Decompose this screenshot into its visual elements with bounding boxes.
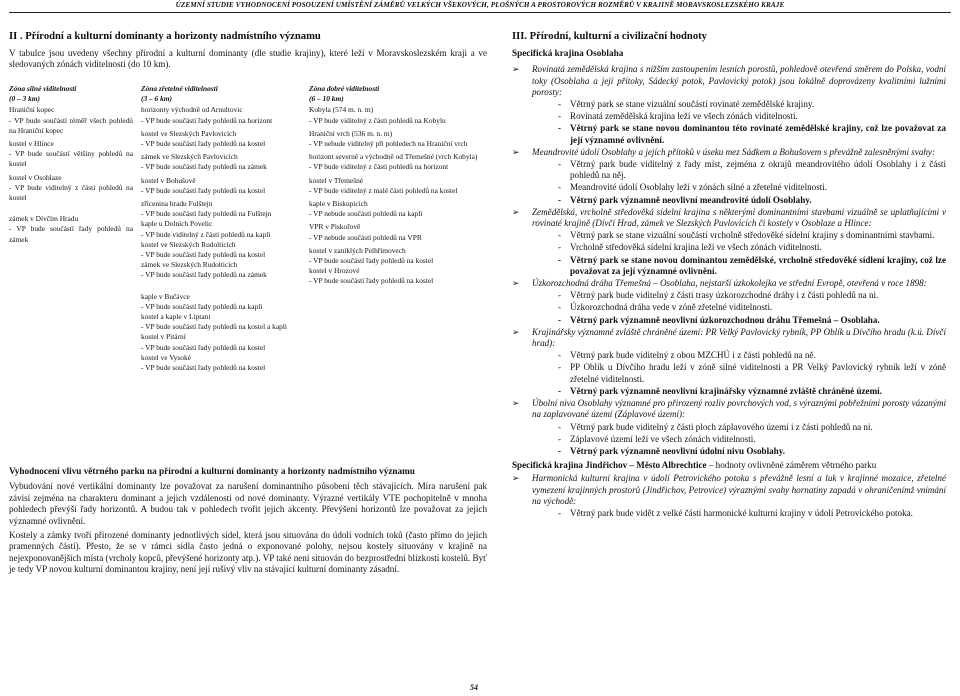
wind-park-evaluation: [9, 466, 487, 579]
section-title-iii: III. Přírodní, kulturní a civilizační hodnoty: [512, 31, 707, 42]
assessment-item: [512, 362, 946, 384]
dash-bullet: -: [558, 123, 562, 134]
wind-eval-paragraph-1: Vybudování nové vertikální dominanty lze považovat za narušení dominantního působení těch stávajících. Míra narušení pak závisí zejména na charakteru dominant a jejich vzdálenosti od nové dominanty. Výrazné vertikály VTE pochopitelně v mnoha pohledech převýší řady horizontů. A budou tak v pohledech tvořit jejich akcenty. Převýšení horizontů lze považovat za jejich významné ovlivnění.: [9, 481, 487, 526]
assessment-text: Větrný park bude viditelný z řady míst, zejména z okrajů meandrovitého údolí Osoblahy i z části pohledů na něj.: [570, 159, 946, 181]
assessment-text: Větrný park bude viditelný z obou MZCHÚ i z části pohledů na ně.: [570, 350, 816, 361]
value-item: [512, 207, 946, 229]
zone-cell-line: kostel v Hrozové: [309, 266, 360, 276]
zone-cell-line: horizonty východně od Arnultovic: [141, 105, 243, 115]
zone-cell-line: kaple v Bučávce: [141, 291, 190, 301]
value-item: [512, 327, 946, 349]
assessment-item: [512, 315, 946, 326]
zone-cell-line: - VP bude součástí řady pohledů na Fulštejn: [141, 209, 272, 219]
zone-clear-column: [141, 84, 299, 373]
assessment-item: [512, 508, 946, 519]
assessment-item: [512, 111, 946, 122]
zone-cell-line: - VP bude součástí většiny pohledů na kostel: [9, 149, 133, 169]
assessment-item: [512, 230, 946, 241]
zone-header: [141, 84, 299, 104]
value-item-text: Rovinatá zemědělská krajina s nižším zastoupením lesních porostů, pohledově otevřená směrem do Polska, vodní toky (Osoblaha a její přítoky, Sádecký potok, Pavlovický potok) jsou lokálně doprovázeny kvalitními lužními porosty:: [532, 64, 946, 97]
zone-cell-line: kostel ve Vysoké: [141, 352, 191, 362]
header-rule: [9, 12, 951, 13]
value-item-text: Krajinářsky významné zvláště chráněné území: PR Velký Pavlovický rybník, PP Oblík u Dívčího hradu (k.ú. Dívčí hrad):: [532, 326, 946, 349]
assessment-item: [512, 255, 946, 277]
dash-bullet: -: [558, 385, 562, 396]
value-item: [512, 64, 946, 98]
zone-cell: [141, 219, 299, 239]
dash-bullet: -: [558, 290, 562, 301]
zone-header-name: Zóna dobré viditelnosti: [309, 84, 380, 93]
zone-good-column: [309, 84, 487, 287]
zone-cell-line: - VP bude součástí řady pohledů na kostel: [141, 342, 266, 352]
zone-cell-line: - VP bude součástí řady pohledů na kostel: [309, 276, 434, 286]
dash-bullet: -: [558, 254, 562, 265]
zone-cell-line: - VP bude součástí řady pohledů na kostel: [141, 250, 266, 260]
value-item-text: Úbolní niva Osoblahy významné pro přirozený rozliv povrchových vod, s výraznými pobřežními porosty vázanými na zaplavované území (Záplavové území):: [532, 398, 946, 420]
zone-cell: [141, 292, 299, 312]
zone-cell: [309, 176, 487, 196]
zone-cell: [9, 139, 133, 170]
osoblaha-values-list: [512, 64, 946, 457]
dash-bullet: -: [558, 507, 562, 518]
zone-cell-line: kaple v Biskupicích: [309, 199, 368, 209]
assessment-text: Větrný park významně neovlivní úzkorozchodnou dráhu Třemešná – Osoblaha.: [570, 314, 880, 325]
assessment-text: Větrný park se stane vizuální součástí vrcholně středověké sídelní krajiny s dominantními stavbami.: [570, 230, 935, 241]
dash-bullet: -: [558, 433, 562, 444]
dash-bullet: -: [558, 194, 562, 205]
zone-cell-line: kostel v Třemešné: [309, 175, 364, 185]
value-item-text: Harmonická kulturní krajina v údolí Petrovického potoka s převážně lesní a luk v krajinné mozaice, zřetelné vymezení krajinných prostorů (Jindřichov, Petrovice) výraznými svahy hornatiny zapadá v ohraničenímž vnímání na východě:: [532, 473, 946, 506]
value-item-text: Meandrovité údolí Osoblahy a jejích přítoků v úseku mez Sádkem a Bohušovem s převážně zalesněnými svahy:: [532, 146, 935, 157]
wind-eval-paragraph-2: Kostely a zámky tvoří přirozené dominanty jednotlivých sídel, která jsou situována do údolí vodních toků (často přímo do jejich pramenných částí). Přesto, že se v rámci sídla často jedná o exponované polohy, nejsou kostely situovány v krajině na nejexponovanějších místa (vrcholy kopců, převýšené horizonty atp.). VP také není situován do bezprostřední blízkosti kostelů. Byť je tedy VP novou kulturní dominantou krajiny, není její rušivý vliv na stávající kulturní dominanty zásadní.: [9, 530, 487, 575]
zone-cell-line: - VP bude viditelný z části pohledů na horizont: [309, 162, 449, 172]
zone-cell: [141, 312, 299, 332]
value-item-text: Úzkorozchodná dráha Třemešná – Osoblaha, nejstarší úzkokolejka ve střední Evropě, otevřená v roce 1898:: [532, 278, 927, 289]
dash-bullet: -: [558, 182, 562, 193]
value-item: [512, 473, 946, 507]
zone-cell-line: - VP bude součástí řady pohledů na zámek: [9, 224, 133, 244]
zone-cell: [9, 214, 133, 245]
assessment-text: Větrný park významně neovlivní krajinářsky významné zvláště chráněné území.: [570, 385, 882, 396]
assessment-item: [512, 434, 946, 445]
zone-cell-line: - VP nebude součástí pohledů na VPR: [309, 232, 422, 242]
zone-cell-line: kostel v zaniklých Pelhřimovech: [309, 245, 406, 255]
assessment-item: [512, 446, 946, 457]
value-item: [512, 278, 946, 289]
zone-cell: [141, 353, 299, 373]
zone-cell-line: - VP bude součástí řady pohledů na kostel: [309, 256, 434, 266]
zone-cell: [141, 129, 299, 149]
zone-cell-line: kostel a kaple v Liptani: [141, 312, 211, 322]
assessment-item: [512, 302, 946, 313]
zone-cell: [309, 222, 487, 242]
zone-header-name: Zóna silné viditelnosti: [9, 84, 77, 93]
arrow-bullet-icon: ➢: [512, 398, 520, 409]
zone-cell-line: horizont severně a východně od Třemešné (vrch Kobyla): [309, 152, 478, 162]
assessment-text: Větrný park se stane novou dominantou zemědělské, vrcholně středověké sídlení krajiny, což lze považovat za její významné ovlivnění.: [570, 254, 946, 276]
zone-cell: [141, 176, 299, 196]
zone-cell-line: - VP bude součástí řady pohledů na horizont: [141, 115, 273, 125]
zone-cell: [309, 152, 487, 172]
arrow-bullet-icon: ➢: [512, 64, 520, 75]
zone-cell-line: - VP nebude viditelný při pohledech na Hraniční vrch: [309, 139, 468, 149]
assessment-text: Větrný park bude viditelný z části trasy úzkorozchodné dráhy i z části pohledů na ni.: [570, 290, 879, 301]
zone-cell-line: VPR v Piskořově: [309, 222, 361, 232]
running-header: ÚZEMNÍ STUDIE VYHODNOCENÍ POSOUZENÍ UMÍSTĚNÍ ZÁMĚRŮ VELKÝCH VŠEKOVÝCH, PLOŠNÝCH A PROSTOROVÝCH ROZMĚRŮ V KRAJINĚ MORAVSKOSLEZSKÉHO KRAJE: [175, 1, 785, 9]
jindrichov-heading: [512, 460, 946, 471]
jindrichov-title: Specifická krajina Jindřichov – Město Albrechtice: [512, 460, 707, 471]
assessment-text: Větrný park se stane novou dominantou této rovinaté zemědělské krajiny, což lze považovat za její významné ovlivnění.: [570, 123, 946, 145]
zone-cell: [141, 260, 299, 280]
left-column: [9, 30, 487, 71]
zone-header-name: Zóna zřetelné viditelnosti: [141, 84, 218, 93]
zone-cell-line: zřícenina hradu Fulštejn: [141, 199, 213, 209]
zone-cell-line: kostel ve Slezských Pavlovicích: [141, 128, 237, 138]
assessment-item: [512, 99, 946, 110]
arrow-bullet-icon: ➢: [512, 326, 520, 337]
zone-strong-column: [9, 84, 133, 248]
assessment-text: Větrný park bude vidět z velké části harmonické kulturní krajiny v údolí Petrovického potoka.: [570, 507, 913, 518]
zone-cell: [309, 266, 487, 286]
dash-bullet: -: [558, 314, 562, 325]
zone-cell-line: kostel v Bohušově: [141, 175, 196, 185]
assessment-item: [512, 159, 946, 181]
assessment-text: Meandrovité údolí Osoblahy leží v zónách silné a zřetelné viditelnosti.: [570, 182, 828, 193]
zone-cell-line: - VP bude součástí řady pohledů na kapli: [141, 301, 263, 311]
zone-cell-line: - VP bude součástí téměř všech pohledů na Hraniční kopec: [9, 115, 133, 135]
assessment-item: [512, 195, 946, 206]
zone-cell-line: - VP bude součástí řady pohledů na kostel: [141, 185, 266, 195]
zone-cell-line: Hraniční kopec: [9, 105, 55, 115]
zone-cell-line: - VP bude viditelný z malé části pohledů na kostel: [309, 185, 458, 195]
zone-cell: [309, 246, 487, 266]
zone-cell-line: - VP bude součástí řady pohledů na zámek: [141, 162, 267, 172]
zone-cell: [141, 199, 299, 219]
intro-paragraph: V tabulce jsou uvedeny všechny přírodní a kulturní dominanty (dle studie krajiny), které leží v Moravskoslezském kraji a ve sledovaných zónách viditelnosti (do 10 km).: [9, 48, 487, 70]
assessment-item: [512, 350, 946, 361]
zone-cell-line: kostel v Osoblaze: [9, 172, 62, 182]
wind-eval-title: Vyhodnocení vlivu větrného parku na přírodní a kulturní dominanty a horizonty nadmístního významu: [9, 466, 415, 476]
assessment-text: Úzkorozchodná dráha vede v zóně zřetelné viditelnosti.: [570, 302, 773, 313]
zone-cell-line: zámek v Dívčím Hradu: [9, 214, 79, 224]
assessment-text: PP Oblík u Dívčího hradu leží v zóně silné viditelnosti a PR Velký Pavlovický rybník leží v zóně zřetelné viditelnosti.: [570, 362, 946, 384]
assessment-text: Větrný park významně neovlivní meandrovité údolí Osoblahy.: [570, 194, 812, 205]
dash-bullet: -: [558, 99, 562, 110]
zone-cell-line: - VP bude součástí řady pohledů na zámek: [141, 270, 267, 280]
zone-cell-line: - VP bude součástí řady pohledů na kostel: [141, 139, 266, 149]
zone-cell: [141, 105, 299, 125]
dash-bullet: -: [558, 230, 562, 241]
jindrichov-subtitle: – hodnoty ovlivněné záměrem větrného parku: [708, 460, 877, 471]
zone-cell-line: kostel v Pitární: [141, 332, 186, 342]
zone-cell-line: zámek ve Slezských Pavlovicích: [141, 152, 238, 162]
zone-cell: [309, 105, 487, 125]
assessment-item: [512, 242, 946, 253]
zone-cell-line: - VP bude součástí řady pohledů na kostel: [141, 363, 266, 373]
jindrichov-values-list: [512, 473, 946, 519]
dash-bullet: -: [558, 159, 562, 170]
zone-cell: [141, 240, 299, 260]
zone-cell: [309, 199, 487, 219]
zone-cell-line: kaple u Dolních Povelic: [141, 219, 213, 229]
zone-cell: [9, 105, 133, 136]
dash-bullet: -: [558, 350, 562, 361]
zone-cell-line: - VP nebude součástí pohledů na kapli: [309, 209, 423, 219]
zone-cell-line: - VP bude viditelný z části pohledů na kostel: [9, 182, 133, 203]
assessment-item: [512, 182, 946, 193]
zone-cell-line: kostel ve Slezských Rudolticích: [141, 239, 236, 249]
value-item: [512, 398, 946, 420]
zone-cell: [309, 129, 487, 149]
assessment-text: Rovinatá zemědělská krajina leží ve všech zónách viditelnosti.: [570, 111, 798, 122]
zone-cell: [9, 173, 133, 204]
zone-cell: [141, 152, 299, 172]
value-item-text: Zemědělská, vrcholně středověká sídelní krajina s některými dominantními stavbami vizuálně se uplatňujícími v rovinaté krajině (Dívčí Hrad, zámek ve Slezských Pavlovicích či kostely v Osoblaze a Hlince:: [532, 206, 946, 229]
assessment-text: Větrný park se stane vizuální součástí rovinaté zemědělské krajiny.: [570, 99, 815, 110]
arrow-bullet-icon: ➢: [512, 206, 520, 217]
zone-cell-line: zámek ve Slezských Rudolticích: [141, 260, 238, 270]
assessment-item: [512, 422, 946, 433]
assessment-item: [512, 290, 946, 301]
dash-bullet: -: [558, 445, 562, 456]
right-column: [512, 30, 946, 520]
zone-cell-line: Hraniční vrch (536 m. n. m): [309, 128, 393, 138]
zone-cell-line: - VP bude součástí řady pohledů na kostel a kapli: [141, 322, 287, 332]
value-item: [512, 147, 946, 158]
zone-cell-line: - VP bude viditelný z části pohledů na kapli: [141, 229, 271, 239]
zone-header: [9, 84, 133, 104]
zone-cell-line: kostel v Hlince: [9, 139, 54, 149]
assessment-text: Vrcholně středověká sídelní krajina leží ve všech zónách viditelnosti.: [570, 242, 822, 253]
zone-cell-line: - VP bude viditelný z části pohledů na Kobylu: [309, 115, 446, 125]
zone-cell-line: Kobyla (574 m. n. m): [309, 105, 374, 115]
dash-bullet: -: [558, 362, 562, 373]
arrow-bullet-icon: ➢: [512, 278, 520, 289]
assessment-item: [512, 123, 946, 145]
zone-header-range: (3 – 6 km): [141, 94, 172, 104]
specific-landscape-osoblaha-title: Specifická krajina Osoblaha: [512, 48, 624, 58]
dash-bullet: -: [558, 242, 562, 253]
assessment-item: [512, 386, 946, 397]
zone-cell: [141, 332, 299, 352]
zone-header: [309, 84, 487, 104]
zone-header-range: (0 – 3 km): [9, 94, 40, 104]
zone-header-range: (6 – 10 km): [309, 94, 344, 104]
arrow-bullet-icon: ➢: [512, 146, 520, 157]
dash-bullet: -: [558, 421, 562, 432]
page-number: 54: [470, 683, 478, 692]
section-title-ii: II . Přírodní a kulturní dominanty a horizonty nadmístního významu: [9, 31, 321, 42]
assessment-text: Větrný park významně neovlivní údolní nivu Osoblahy.: [570, 445, 786, 456]
arrow-bullet-icon: ➢: [512, 473, 520, 484]
assessment-text: Záplavové území leží ve všech zónách viditelnosti.: [570, 433, 756, 444]
dash-bullet: -: [558, 111, 562, 122]
dash-bullet: -: [558, 302, 562, 313]
assessment-text: Větrný park bude viditelný z části ploch záplavového území i z části pohledů na ni.: [570, 421, 873, 432]
